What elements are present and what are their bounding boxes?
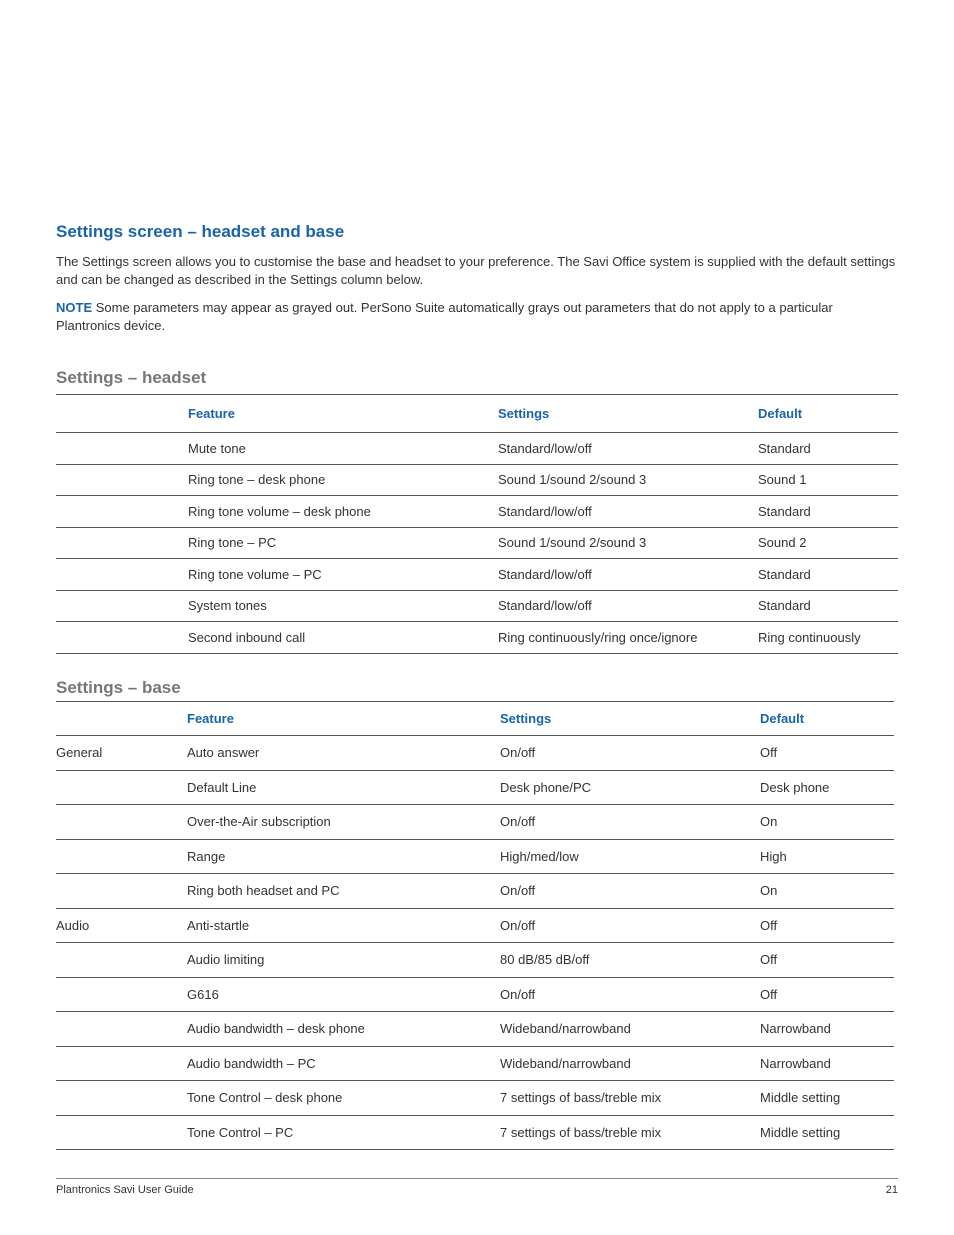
default-cell: Standard bbox=[758, 433, 898, 465]
group-cell bbox=[56, 977, 187, 1012]
settings-cell: 80 dB/85 dB/off bbox=[500, 943, 760, 978]
feature-cell: System tones bbox=[188, 590, 498, 622]
table-row bbox=[56, 736, 894, 771]
group-header bbox=[56, 395, 188, 433]
default-cell: On bbox=[760, 874, 894, 909]
table-row bbox=[56, 908, 894, 943]
default-cell: On bbox=[760, 805, 894, 840]
settings-header: Settings bbox=[500, 702, 760, 736]
group-header bbox=[56, 702, 187, 736]
settings-cell: Standard/low/off bbox=[498, 496, 758, 528]
table-row bbox=[56, 1081, 894, 1116]
page-title: Settings screen – headset and base bbox=[56, 222, 345, 241]
feature-cell: Tone Control – desk phone bbox=[187, 1081, 500, 1116]
settings-cell: Standard/low/off bbox=[498, 559, 758, 591]
group-cell bbox=[56, 464, 188, 496]
group-cell bbox=[56, 1115, 187, 1150]
group-cell bbox=[56, 559, 188, 591]
settings-cell: On/off bbox=[500, 736, 760, 771]
table-row bbox=[56, 622, 898, 654]
settings-cell: On/off bbox=[500, 805, 760, 840]
default-cell: Narrowband bbox=[760, 1046, 894, 1081]
note-label: NOTE bbox=[56, 300, 93, 315]
feature-cell: Ring both headset and PC bbox=[187, 874, 500, 909]
table-row bbox=[56, 943, 894, 978]
group-cell bbox=[56, 433, 188, 465]
default-cell: Sound 2 bbox=[758, 527, 898, 559]
table-header-row bbox=[56, 702, 894, 736]
headset-settings-table bbox=[56, 394, 898, 654]
feature-cell: Audio bandwidth – PC bbox=[187, 1046, 500, 1081]
feature-header: Feature bbox=[187, 702, 500, 736]
default-cell: Off bbox=[760, 977, 894, 1012]
table-row bbox=[56, 977, 894, 1012]
table-row bbox=[56, 559, 898, 591]
table-row bbox=[56, 1115, 894, 1150]
group-cell bbox=[56, 943, 187, 978]
table-row bbox=[56, 770, 894, 805]
group-cell bbox=[56, 622, 188, 654]
table-row bbox=[56, 527, 898, 559]
settings-header: Settings bbox=[498, 395, 758, 433]
group-cell bbox=[56, 874, 187, 909]
intro-paragraph: The Settings screen allows you to customise the base and headset to your preference. The Savi Office system is supplied with the default settings and can be changed as described in the Settings column below. bbox=[56, 254, 896, 287]
feature-cell: Ring tone volume – PC bbox=[188, 559, 498, 591]
feature-cell: Audio bandwidth – desk phone bbox=[187, 1012, 500, 1047]
group-cell: Audio bbox=[56, 908, 187, 943]
feature-cell: Ring tone volume – desk phone bbox=[188, 496, 498, 528]
table-row bbox=[56, 1046, 894, 1081]
default-cell: Off bbox=[760, 943, 894, 978]
feature-cell: Ring tone – desk phone bbox=[188, 464, 498, 496]
default-cell: Standard bbox=[758, 590, 898, 622]
headset-section-title: Settings – headset bbox=[56, 368, 207, 387]
default-cell: High bbox=[760, 839, 894, 874]
feature-cell: Over-the-Air subscription bbox=[187, 805, 500, 840]
feature-cell: Second inbound call bbox=[188, 622, 498, 654]
settings-cell: Desk phone/PC bbox=[500, 770, 760, 805]
group-cell bbox=[56, 496, 188, 528]
default-header: Default bbox=[760, 702, 894, 736]
default-cell: Standard bbox=[758, 559, 898, 591]
group-cell bbox=[56, 1081, 187, 1116]
settings-cell: On/off bbox=[500, 908, 760, 943]
feature-cell: G616 bbox=[187, 977, 500, 1012]
default-cell: Standard bbox=[758, 496, 898, 528]
table-row bbox=[56, 805, 894, 840]
feature-header: Feature bbox=[188, 395, 498, 433]
default-header: Default bbox=[758, 395, 898, 433]
settings-cell: 7 settings of bass/treble mix bbox=[500, 1081, 760, 1116]
default-cell: Sound 1 bbox=[758, 464, 898, 496]
default-cell: Desk phone bbox=[760, 770, 894, 805]
note-text: Some parameters may appear as grayed out. PerSono Suite automatically grays out parameters that do not apply to a particular Plantronics device. bbox=[56, 300, 833, 333]
settings-cell: Sound 1/sound 2/sound 3 bbox=[498, 464, 758, 496]
default-cell: Middle setting bbox=[760, 1081, 894, 1116]
settings-cell: Wideband/narrowband bbox=[500, 1046, 760, 1081]
base-section-title: Settings – base bbox=[56, 678, 181, 697]
default-cell: Off bbox=[760, 908, 894, 943]
settings-cell: Ring continuously/ring once/ignore bbox=[498, 622, 758, 654]
group-cell bbox=[56, 590, 188, 622]
feature-cell: Tone Control – PC bbox=[187, 1115, 500, 1150]
group-cell bbox=[56, 839, 187, 874]
default-cell: Middle setting bbox=[760, 1115, 894, 1150]
group-cell bbox=[56, 770, 187, 805]
feature-cell: Audio limiting bbox=[187, 943, 500, 978]
table-row bbox=[56, 874, 894, 909]
table-row bbox=[56, 433, 898, 465]
footer-divider bbox=[56, 1178, 898, 1179]
settings-cell: Standard/low/off bbox=[498, 590, 758, 622]
table-row bbox=[56, 1012, 894, 1047]
group-cell bbox=[56, 1046, 187, 1081]
default-cell: Narrowband bbox=[760, 1012, 894, 1047]
feature-cell: Auto answer bbox=[187, 736, 500, 771]
default-cell: Off bbox=[760, 736, 894, 771]
base-settings-table bbox=[56, 701, 894, 1150]
settings-cell: High/med/low bbox=[500, 839, 760, 874]
feature-cell: Ring tone – PC bbox=[188, 527, 498, 559]
page-number: 21 bbox=[885, 1184, 898, 1196]
settings-cell: On/off bbox=[500, 977, 760, 1012]
group-cell bbox=[56, 527, 188, 559]
note-paragraph bbox=[56, 299, 896, 335]
table-header-row bbox=[56, 395, 898, 433]
table-row bbox=[56, 590, 898, 622]
table-row bbox=[56, 496, 898, 528]
feature-cell: Range bbox=[187, 839, 500, 874]
group-cell bbox=[56, 1012, 187, 1047]
feature-cell: Default Line bbox=[187, 770, 500, 805]
settings-cell: On/off bbox=[500, 874, 760, 909]
settings-cell: Standard/low/off bbox=[498, 433, 758, 465]
group-cell: General bbox=[56, 736, 187, 771]
settings-cell: 7 settings of bass/treble mix bbox=[500, 1115, 760, 1150]
default-cell: Ring continuously bbox=[758, 622, 898, 654]
table-row bbox=[56, 839, 894, 874]
table-row bbox=[56, 464, 898, 496]
feature-cell: Anti-startle bbox=[187, 908, 500, 943]
feature-cell: Mute tone bbox=[188, 433, 498, 465]
settings-cell: Sound 1/sound 2/sound 3 bbox=[498, 527, 758, 559]
footer-doc-title: Plantronics Savi User Guide bbox=[56, 1184, 194, 1196]
group-cell bbox=[56, 805, 187, 840]
settings-cell: Wideband/narrowband bbox=[500, 1012, 760, 1047]
